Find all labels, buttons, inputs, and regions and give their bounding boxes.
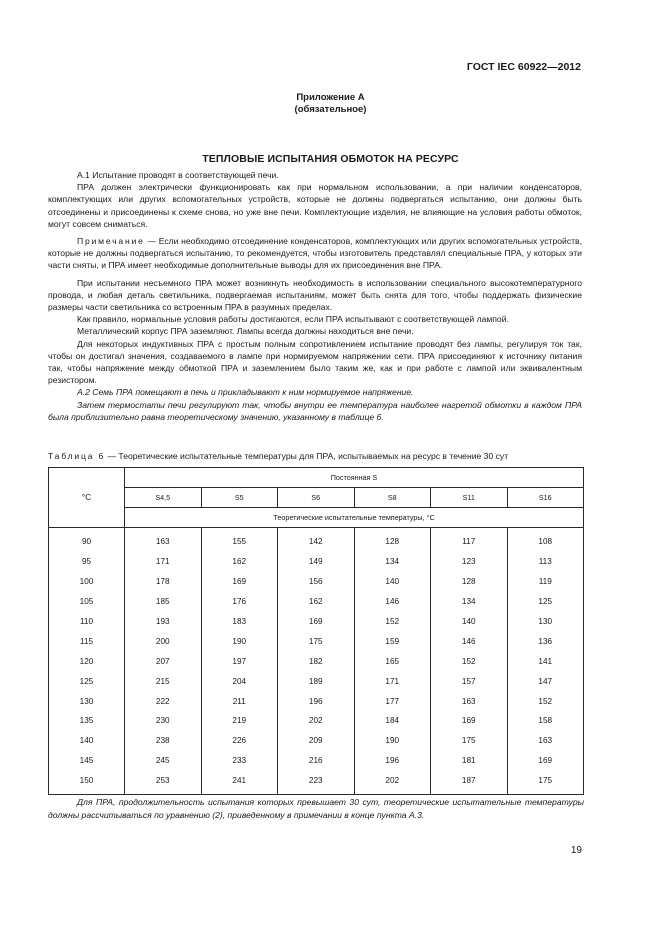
table-cell: 196 <box>354 751 431 771</box>
table-cell: 193 <box>125 612 202 632</box>
column-header: S16 <box>507 488 584 508</box>
table-cell: 204 <box>201 671 278 691</box>
column-header: S4,5 <box>125 488 202 508</box>
table-cell: 241 <box>201 771 278 794</box>
table-cell: 140 <box>431 612 508 632</box>
table-cell: 177 <box>354 691 431 711</box>
paragraph-a1: А.1 Испытание проводят в соответствующей печи. <box>77 170 279 180</box>
table-row <box>49 631 584 651</box>
paragraph: При испытании несъемного ПРА может возникнуть необходимость в использовании специального высокотемпературного провода, и любая деталь светильника, подвергаемая испытаниям, может быть снята для того, чтобы поддержать физические размеры части светильника со встроенным ПРА в разумных пределах. <box>48 277 582 313</box>
table-cell: 113 <box>507 552 584 572</box>
column-header: S5 <box>201 488 278 508</box>
row-temperature-cell: 120 <box>49 651 125 671</box>
table-row <box>49 751 584 771</box>
table-cell: 146 <box>431 631 508 651</box>
table-cell: 253 <box>125 771 202 794</box>
column-header: S11 <box>431 488 508 508</box>
table-cell: 155 <box>201 528 278 552</box>
table-cell: 162 <box>278 592 355 612</box>
table-cell: 197 <box>201 651 278 671</box>
table-caption-label: Таблица 6 <box>48 451 106 461</box>
paragraph: Как правило, нормальные условия работы достигаются, если ПРА испытывают с соответствующей лампой. <box>77 314 509 325</box>
table-cell: 183 <box>201 612 278 632</box>
table-cell: 146 <box>354 592 431 612</box>
paragraph: Для некоторых индуктивных ПРА с простым полным сопротивлением испытание проводят без лампы, регулируя ток так, чтобы он достигал значения, создаваемого в лампе при нормируемом напряжении сети. ПРА присоединяют к источнику питания так, чтобы напряжение между обмоткой ПРА и заземлением было таким же, как и при работе с лампой или эквивалентным резистором. <box>48 338 582 386</box>
row-temperature-cell: 95 <box>49 552 125 572</box>
footnote-text: Для ПРА, продолжительность испытания которых превышает 30 сут, теоретические испытательные температуры должны рассчитываться по уравнению (2), приведенному в примечании в конце пункта А.3. <box>48 797 584 820</box>
paragraph: ПРА должен электрически функционировать как при нормальном использовании, а при наличии конденсаторов, комплектующих или других вспомогательных устройств, которые не должны подвергаться испытанию, они должны быть отсоединены и присоединены к схеме снова, но уже вне печи. Комплектующие изделия, не влияющие на условия работы обмоток, могут совсем сниматься. <box>48 182 582 229</box>
page-number: 19 <box>570 845 582 856</box>
row-temperature-cell: 105 <box>49 592 125 612</box>
table-cell: 169 <box>507 751 584 771</box>
table-row <box>49 651 584 671</box>
table-cell: 175 <box>507 771 584 794</box>
row-temperature-cell: 135 <box>49 711 125 731</box>
table-cell: 134 <box>354 552 431 572</box>
table-cell: 219 <box>201 711 278 731</box>
row-temperature-cell: 90 <box>49 528 125 552</box>
table-cell: 163 <box>507 731 584 751</box>
table-subheader: Теоретические испытательные температуры, °С <box>125 508 584 528</box>
table-cell: 134 <box>431 592 508 612</box>
row-temperature-cell: 125 <box>49 671 125 691</box>
table-cell: 171 <box>125 552 202 572</box>
table-cell: 226 <box>201 731 278 751</box>
paragraph: Затем термостаты печи регулируют так, чтобы внутри ее температура наиболее нагретой обмотки в каждом ПРА была приблизительно равна теоретическому значению, указанному в таблице 6. <box>48 399 582 422</box>
table-cell: 230 <box>125 711 202 731</box>
table-caption <box>48 451 588 461</box>
column-header: S8 <box>354 488 431 508</box>
note-text: — Если необходимо отсоединение конденсаторов, комплектующих или других вспомогательных устройств, которые не должны подвергаться испытанию, то рекомендуется, чтобы изготовитель представлял специальные ПРА, у которых эти части сняты, и ПРА имеет необходимые дополнительные выводы для их присоединения вне ПРА. <box>48 236 582 271</box>
table-cell: 187 <box>431 771 508 794</box>
table-cell: 200 <box>125 631 202 651</box>
table-cell: 142 <box>278 528 355 552</box>
table-cell: 238 <box>125 731 202 751</box>
table-cell: 245 <box>125 751 202 771</box>
table-row <box>49 552 584 572</box>
table-cell: 176 <box>201 592 278 612</box>
table-cell: 152 <box>354 612 431 632</box>
table-cell: 178 <box>125 572 202 592</box>
table-cell: 128 <box>354 528 431 552</box>
table-cell: 165 <box>354 651 431 671</box>
body-text <box>48 169 582 423</box>
table-cell: 196 <box>278 691 355 711</box>
table-cell: 156 <box>278 572 355 592</box>
table-cell: 128 <box>431 572 508 592</box>
table-cell: 175 <box>278 631 355 651</box>
table-cell: 223 <box>278 771 355 794</box>
table-cell: 152 <box>431 651 508 671</box>
table-cell: 147 <box>507 671 584 691</box>
section-title: ТЕПЛОВЫЕ ИСПЫТАНИЯ ОБМОТОК НА РЕСУРС <box>202 153 459 165</box>
note-label: Примечание <box>77 236 145 247</box>
table-cell: 117 <box>431 528 508 552</box>
table-row <box>49 691 584 711</box>
group-header: Постоянная S <box>125 468 584 488</box>
table-cell: 169 <box>201 572 278 592</box>
table-cell: 158 <box>507 711 584 731</box>
table-cell: 119 <box>507 572 584 592</box>
corner-header: °С <box>49 468 125 528</box>
row-temperature-cell: 150 <box>49 771 125 794</box>
table-cell: 216 <box>278 751 355 771</box>
table-cell: 125 <box>507 592 584 612</box>
table-cell: 202 <box>354 771 431 794</box>
table-cell: 163 <box>431 691 508 711</box>
temperature-table <box>48 467 584 795</box>
note-paragraph <box>48 235 582 272</box>
table-cell: 190 <box>201 631 278 651</box>
document-header-standard: ГОСТ IEC 60922—2012 <box>466 61 581 73</box>
paragraph-a2: А.2 Семь ПРА помещают в печь и прикладывают к ним нормируемое напряжение. <box>77 387 414 398</box>
table-row <box>49 572 584 592</box>
table-cell: 149 <box>278 552 355 572</box>
table-cell: 211 <box>201 691 278 711</box>
table-cell: 233 <box>201 751 278 771</box>
table-cell: 182 <box>278 651 355 671</box>
table-row <box>49 771 584 794</box>
table-cell: 108 <box>507 528 584 552</box>
appendix-title: Приложение А <box>296 92 365 103</box>
table-cell: 123 <box>431 552 508 572</box>
appendix-status: (обязательное) <box>294 104 367 115</box>
table-cell: 169 <box>431 711 508 731</box>
table-cell: 181 <box>431 751 508 771</box>
paragraph: Металлический корпус ПРА заземляют. Лампы всегда должны находиться вне печи. <box>77 326 414 337</box>
table-cell: 175 <box>431 731 508 751</box>
row-temperature-cell: 100 <box>49 572 125 592</box>
column-header: S6 <box>278 488 355 508</box>
row-temperature-cell: 110 <box>49 612 125 632</box>
row-temperature-cell: 140 <box>49 731 125 751</box>
table-cell: 157 <box>431 671 508 691</box>
table-row <box>49 528 584 552</box>
table-cell: 136 <box>507 631 584 651</box>
row-temperature-cell: 130 <box>49 691 125 711</box>
table-cell: 163 <box>125 528 202 552</box>
table-cell: 202 <box>278 711 355 731</box>
row-temperature-cell: 115 <box>49 631 125 651</box>
table-body <box>49 528 584 795</box>
table-row <box>49 612 584 632</box>
table-row <box>49 731 584 751</box>
table-cell: 207 <box>125 651 202 671</box>
table-row <box>49 592 584 612</box>
table-cell: 190 <box>354 731 431 751</box>
table-row <box>49 671 584 691</box>
table-cell: 152 <box>507 691 584 711</box>
table-cell: 140 <box>354 572 431 592</box>
table-cell: 189 <box>278 671 355 691</box>
table-cell: 185 <box>125 592 202 612</box>
row-temperature-cell: 145 <box>49 751 125 771</box>
table-cell: 222 <box>125 691 202 711</box>
table-cell: 130 <box>507 612 584 632</box>
table-cell: 169 <box>278 612 355 632</box>
table-cell: 162 <box>201 552 278 572</box>
table-footnote <box>48 796 584 821</box>
table-caption-text: — Теоретические испытательные температуры для ПРА, испытываемых на ресурс в течение 30 сут <box>105 451 509 461</box>
table-cell: 215 <box>125 671 202 691</box>
table-cell: 184 <box>354 711 431 731</box>
table-cell: 141 <box>507 651 584 671</box>
table-row <box>49 711 584 731</box>
table-cell: 209 <box>278 731 355 751</box>
table-cell: 171 <box>354 671 431 691</box>
table-cell: 159 <box>354 631 431 651</box>
